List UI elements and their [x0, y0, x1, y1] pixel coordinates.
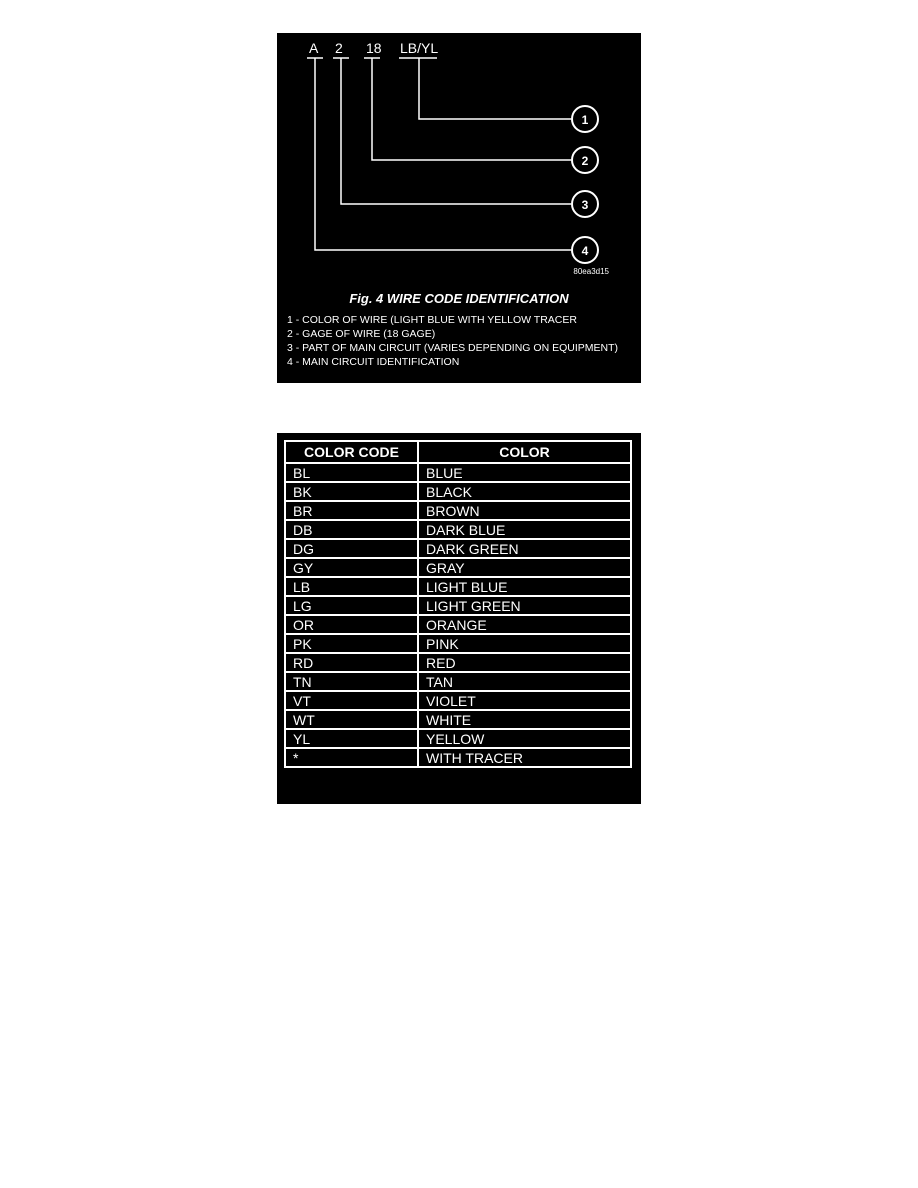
table-row — [285, 729, 631, 748]
color-code-cell: OR — [285, 615, 418, 634]
table-row — [285, 539, 631, 558]
table-row — [285, 634, 631, 653]
table-row — [285, 710, 631, 729]
figure-legend — [287, 314, 632, 370]
callout-number-2: 2 — [581, 154, 589, 168]
header-color-code: COLOR CODE — [285, 441, 418, 463]
color-code-cell: PK — [285, 634, 418, 653]
color-name-cell: YELLOW — [418, 729, 631, 748]
leader-line-3 — [341, 58, 571, 204]
legend-item: 1 - COLOR OF WIRE (LIGHT BLUE WITH YELLOW TRACER — [287, 314, 577, 326]
color-code-cell: YL — [285, 729, 418, 748]
table-row — [285, 482, 631, 501]
table-row — [285, 748, 631, 767]
color-name-cell: WHITE — [418, 710, 631, 729]
color-name-cell: DARK BLUE — [418, 520, 631, 539]
code-part-gage: 18 — [366, 40, 382, 56]
color-name-cell: DARK GREEN — [418, 539, 631, 558]
figure-id: 80ea3d15 — [573, 267, 609, 276]
table-row — [285, 691, 631, 710]
leader-line-4 — [315, 58, 571, 250]
color-code-cell: BK — [285, 482, 418, 501]
table-row — [285, 558, 631, 577]
color-code-table-panel — [277, 433, 641, 804]
color-code-cell: DG — [285, 539, 418, 558]
color-name-cell: PINK — [418, 634, 631, 653]
color-code-cell: BR — [285, 501, 418, 520]
table-row — [285, 577, 631, 596]
color-code-cell: GY — [285, 558, 418, 577]
code-part-color: LB/YL — [400, 40, 439, 56]
color-name-cell: RED — [418, 653, 631, 672]
table-row — [285, 615, 631, 634]
header-color: COLOR — [418, 441, 631, 463]
color-code-cell: VT — [285, 691, 418, 710]
color-code-cell: * — [285, 748, 418, 767]
color-name-cell: WITH TRACER — [418, 748, 631, 767]
code-part-circuit-part: 2 — [335, 40, 343, 56]
color-name-cell: BLACK — [418, 482, 631, 501]
table-row — [285, 463, 631, 482]
code-part-circuit-id: A — [309, 40, 319, 56]
table-header-row — [285, 441, 631, 463]
legend-item: 4 - MAIN CIRCUIT IDENTIFICATION — [287, 356, 460, 368]
color-code-table — [284, 440, 632, 768]
color-code-cell: LB — [285, 577, 418, 596]
callout-number-1: 1 — [581, 113, 589, 127]
color-name-cell: LIGHT BLUE — [418, 577, 631, 596]
color-code-cell: TN — [285, 672, 418, 691]
table-row — [285, 501, 631, 520]
legend-item: 2 - GAGE OF WIRE (18 GAGE) — [287, 328, 436, 340]
color-name-cell: ORANGE — [418, 615, 631, 634]
color-code-cell: BL — [285, 463, 418, 482]
wire-code-figure — [277, 33, 641, 383]
color-name-cell: VIOLET — [418, 691, 631, 710]
color-code-cell: WT — [285, 710, 418, 729]
color-code-cell: LG — [285, 596, 418, 615]
callout-number-3: 3 — [581, 198, 589, 212]
table-row — [285, 653, 631, 672]
leader-line-1 — [419, 58, 571, 119]
leader-line-2 — [372, 58, 571, 160]
callout-number-4: 4 — [581, 244, 589, 258]
table-row — [285, 672, 631, 691]
color-code-cell: DB — [285, 520, 418, 539]
color-name-cell: TAN — [418, 672, 631, 691]
wire-code-diagram — [277, 33, 641, 313]
figure-title: Fig. 4 WIRE CODE IDENTIFICATION — [349, 291, 569, 306]
color-name-cell: LIGHT GREEN — [418, 596, 631, 615]
legend-item: 3 - PART OF MAIN CIRCUIT (VARIES DEPENDING ON EQUIPMENT) — [287, 342, 618, 354]
color-name-cell: BLUE — [418, 463, 631, 482]
color-code-cell: RD — [285, 653, 418, 672]
table-row — [285, 596, 631, 615]
table-row — [285, 520, 631, 539]
color-name-cell: BROWN — [418, 501, 631, 520]
color-name-cell: GRAY — [418, 558, 631, 577]
